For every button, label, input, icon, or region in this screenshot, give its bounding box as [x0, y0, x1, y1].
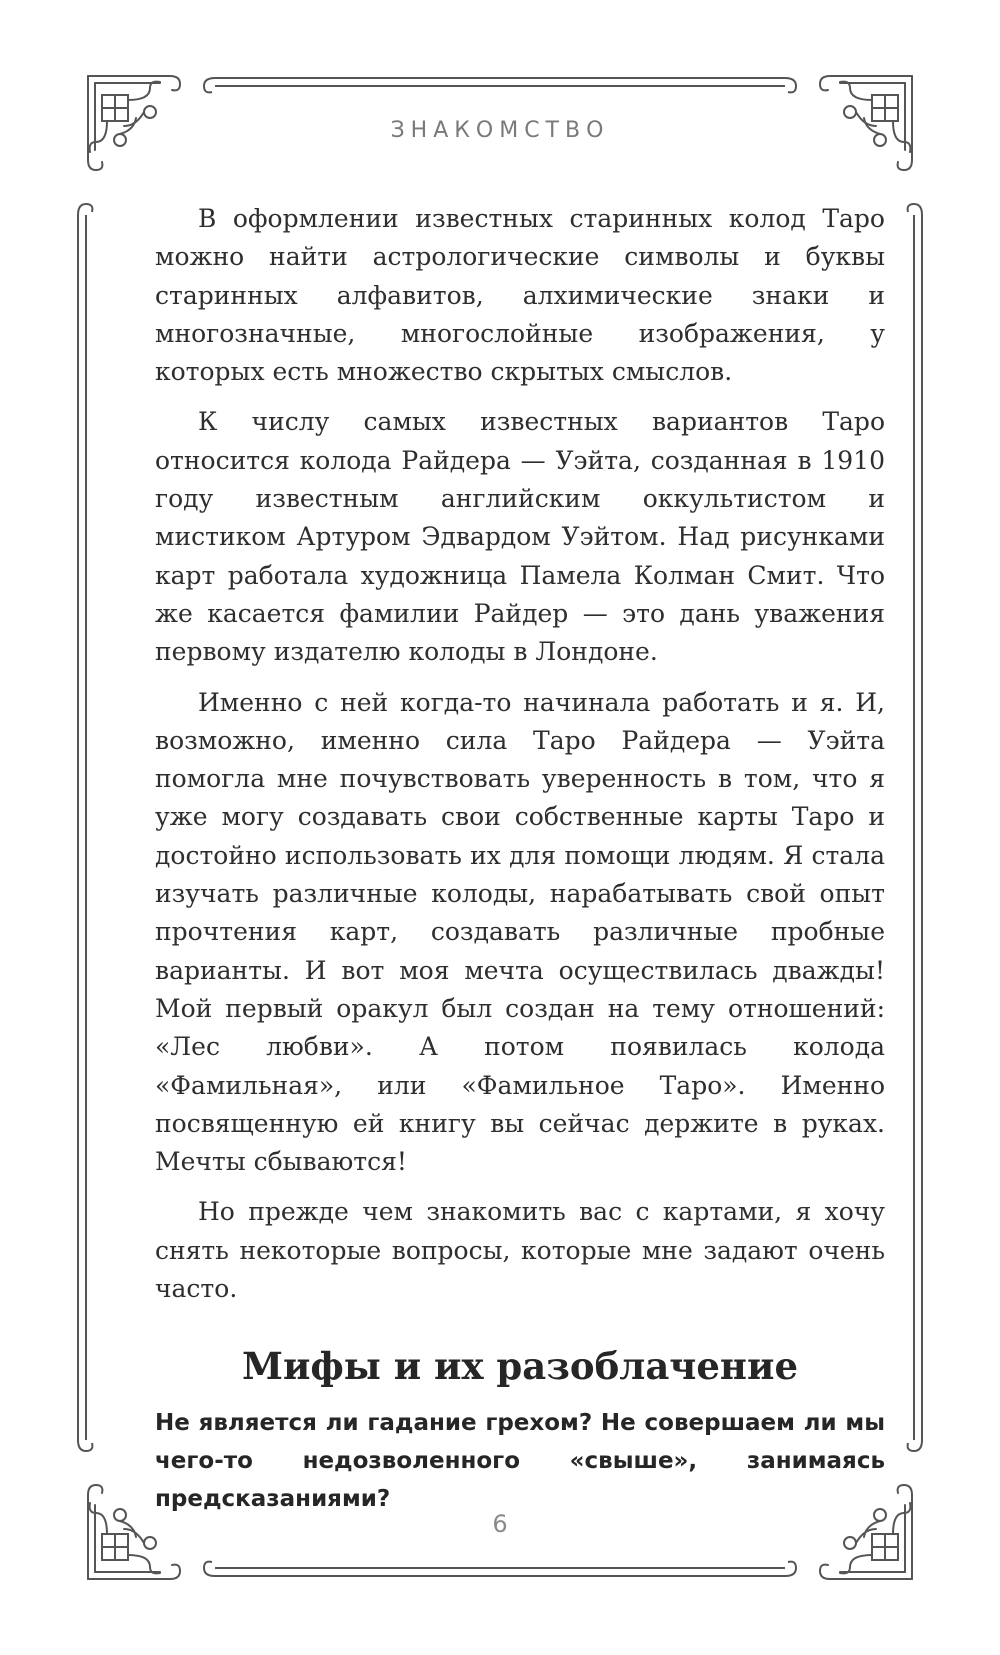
running-head: ЗНАКОМСТВО: [390, 118, 610, 143]
section-question: Не является ли гадание грехом? Не совершаем ли мы чего-то недозволенного «свыше», занимаясь предсказаниями?: [155, 1410, 885, 1513]
page-content: [155, 200, 885, 1518]
paragraph: К числу самых известных вариантов Таро относится колода Райдера — Уэйта, созданная в 1910 году известным английским оккультистом и мистиком Артуром Эдвардом Уэйтом. Над рисунками карт работала художница Памела Колман Смит. Что же касается фамилии Райдер — это дань уважения первому издателю колоды в Лондоне.: [155, 407, 885, 667]
paragraph: Именно с ней когда-то начинала работать и я. И, возможно, именно сила Таро Райдера — Уэйта помогла мне почувствовать уверенность в том, что я уже могу создавать свои собственные карты Таро и достойно использовать их для помощи людям. Я стала изучать различные колоды, нарабатывать свой опыт прочтения карт, создавать различные пробные варианты. И вот моя мечта осуществилась дважды! Мой первый оракул был создан на тему отношений: «Лес любви». А потом появилась колода «Фамильная», или «Фамильное Таро». Именно посвященную ей книгу вы сейчас держите в руках. Мечты сбываются!: [155, 687, 885, 1177]
paragraph: В оформлении известных старинных колод Таро можно найти астрологические символы и буквы старинных алфавитов, алхимические знаки и многозначные, многослойные изображения, у которых есть множество скрытых смыслов.: [155, 204, 885, 387]
section-heading: Мифы и их разоблачение: [241, 1344, 798, 1389]
paragraph: Но прежде чем знакомить вас с картами, я хочу снять некоторые вопросы, которые мне задают очень часто.: [155, 1197, 885, 1304]
page-number: 6: [492, 1510, 508, 1538]
